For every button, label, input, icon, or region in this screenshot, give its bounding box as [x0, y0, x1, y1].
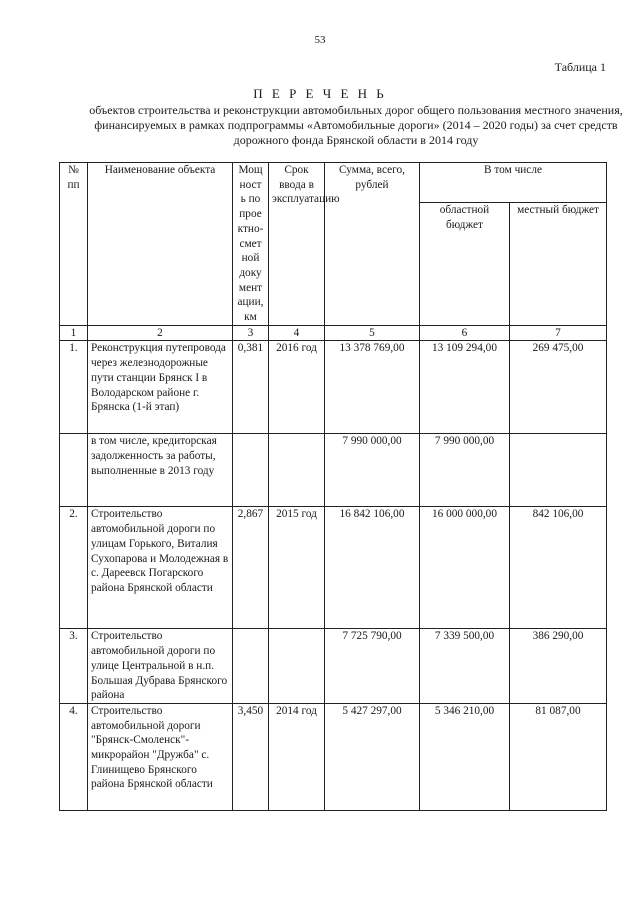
row-capacity: [233, 629, 269, 704]
column-number: 2: [88, 325, 233, 341]
table-row: [60, 507, 607, 629]
header-row-1: [60, 163, 607, 203]
header-regional: областной бюджет: [420, 203, 510, 326]
row-name: в том числе, кредиторская задолженность за работы, выполненные в 2013 году: [88, 434, 233, 507]
header-including: В том числе: [420, 163, 607, 203]
row-capacity: [233, 434, 269, 507]
table-row: [60, 341, 607, 434]
header-sum: Сумма, всего, рублей: [325, 163, 420, 326]
row-regional: 7 990 000,00: [420, 434, 510, 507]
row-name: Строительство автомобильной дороги "Брянск-Смоленск"-микрорайон "Дружба" с. Глинищево Брянского района Брянской области: [88, 703, 233, 810]
row-name: Строительство автомобильной дороги по улицам Горького, Виталия Сухопарова и Молодежная в с. Дареевск Погарского района Брянской области: [88, 507, 233, 629]
column-number: 5: [325, 325, 420, 341]
row-sum: 13 378 769,00: [325, 341, 420, 434]
row-local: 386 290,00: [510, 629, 607, 704]
row-num: 2.: [60, 507, 88, 629]
header-num: № пп: [60, 163, 88, 326]
objects-table: [59, 162, 607, 811]
page-number: 53: [314, 34, 326, 46]
row-local: 81 087,00: [510, 703, 607, 810]
row-capacity: 3,450: [233, 703, 269, 810]
column-number: 6: [420, 325, 510, 341]
header-name: Наименование объекта: [88, 163, 233, 326]
row-sum: 16 842 106,00: [325, 507, 420, 629]
table-row: [60, 434, 607, 507]
column-numbers-row: [60, 325, 607, 341]
row-regional: 7 339 500,00: [420, 629, 510, 704]
header-capacity-text: Мощность по проектно-сметной документации, км: [237, 164, 264, 324]
row-num: 4.: [60, 703, 88, 810]
row-local: 269 475,00: [510, 341, 607, 434]
doc-subtitle: объектов строительства и реконструкции автомобильных дорог общего пользования местного значения, финансируемых в рамках подпрограммы «Автомобильные дороги» (2014 – 2020 годы) за счет средств дорожного фонда Брянской области в 2014 году: [89, 103, 623, 147]
row-sum: 7 725 790,00: [325, 629, 420, 704]
column-number: 3: [233, 325, 269, 341]
table-row: [60, 703, 607, 810]
row-regional: 5 346 210,00: [420, 703, 510, 810]
column-number: 1: [60, 325, 88, 341]
row-num: 1.: [60, 341, 88, 434]
row-capacity: 2,867: [233, 507, 269, 629]
doc-title: П Е Р Е Ч Е Н Ь: [253, 86, 387, 101]
row-local: 842 106,00: [510, 507, 607, 629]
row-capacity: 0,381: [233, 341, 269, 434]
row-sum: 5 427 297,00: [325, 703, 420, 810]
header-term: Срок ввода в эксплуатацию: [269, 163, 325, 326]
column-number: 4: [269, 325, 325, 341]
row-term: 2015 год: [269, 507, 325, 629]
row-name: Строительство автомобильной дороги по улице Центральной в н.п. Большая Дубрава Брянского района: [88, 629, 233, 704]
row-name: Реконструкция путепровода через железнодорожные пути станции Брянск I в Володарском районе г. Брянска (1-й этап): [88, 341, 233, 434]
row-num: [60, 434, 88, 507]
row-term: 2016 год: [269, 341, 325, 434]
row-regional: 16 000 000,00: [420, 507, 510, 629]
row-num: 3.: [60, 629, 88, 704]
column-number: 7: [510, 325, 607, 341]
row-term: [269, 434, 325, 507]
row-sum: 7 990 000,00: [325, 434, 420, 507]
row-regional: 13 109 294,00: [420, 341, 510, 434]
header-local: местный бюджет: [510, 203, 607, 326]
row-term: 2014 год: [269, 703, 325, 810]
row-local: [510, 434, 607, 507]
table-row: [60, 629, 607, 704]
table-label: Таблица 1: [554, 60, 606, 74]
header-capacity: [233, 163, 269, 326]
row-term: [269, 629, 325, 704]
